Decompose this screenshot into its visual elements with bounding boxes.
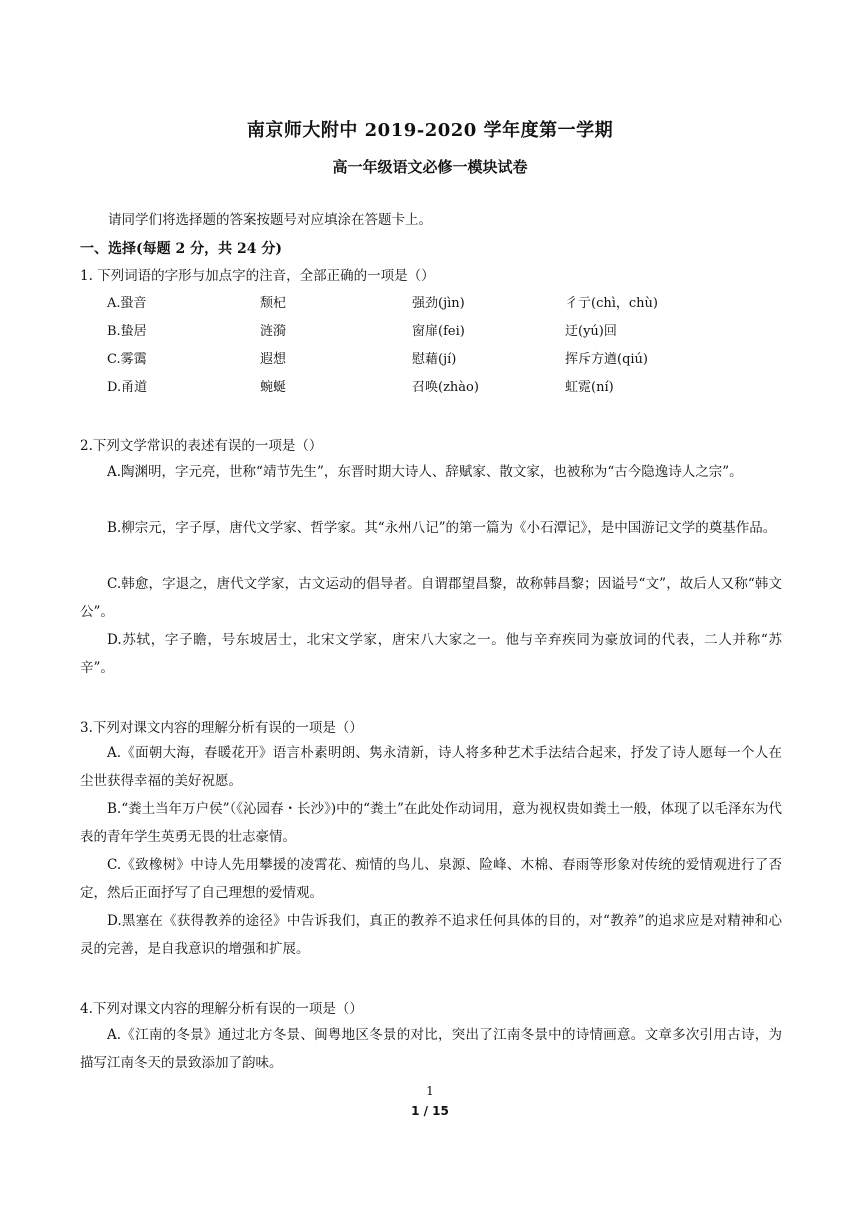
question-2-option-c: C.韩愈，字退之，唐代文学家，古文运动的倡导者。自谓郡望昌黎，故称韩昌黎；因谥号“文”，故后人又称“韩文公”。: [80, 576, 782, 620]
option-cell: 虹霓(ní): [565, 380, 614, 395]
question-2-option-b: B.柳宗元，字子厚，唐代文学家、哲学家。其“永州八记”的第一篇为《小石潭记》，是中国游记文学的奠基作品。: [107, 520, 777, 536]
option-cell: 遐想: [260, 352, 287, 367]
option-cell: 蜿蜒: [260, 380, 287, 395]
question-2-option-a: A.陶渊明，字元亮，世称“靖节先生”，东晋时期大诗人、辞赋家、散文家，也被称为“古今隐逸诗人之宗”。: [107, 464, 743, 480]
option-row-b: [107, 320, 727, 340]
question-3-option-d: D.黑塞在《获得教养的途径》中告诉我们，真正的教养不追求任何具体的目的，对“教养”的追求应是对精神和心灵的完善，是自我意识的增强和扩展。: [80, 913, 782, 957]
option-cell: D.甬道: [107, 380, 148, 395]
option-cell: A.蛩音: [107, 296, 147, 311]
question-3-option-a: A.《面朝大海，春暖花开》语言朴素明朗、隽永清新，诗人将多种艺术手法结合起来，抒发了诗人愿每一个人在尘世获得幸福的美好祝愿。: [80, 745, 782, 789]
option-row-c: [107, 348, 727, 368]
page-subtitle: 高一年级语文必修一模块试卷: [332, 158, 528, 176]
question-2-option-d: D.苏轼，字子瞻，号东坡居士，北宋文学家，唐宋八大家之一。他与辛弃疾同为豪放词的代表，二人并称“苏辛”。: [80, 632, 782, 676]
section-heading: 一、选择(每题 2 分，共 24 分): [80, 241, 282, 257]
option-cell: 彳亍(chì，chù): [565, 296, 658, 311]
page-title: 南京师大附中 2019-2020 学年度第一学期: [246, 120, 614, 141]
question-3-option-c: C.《致橡树》中诗人先用攀援的凌霄花、痴情的鸟儿、泉源、险峰、木棉、春雨等形象对传统的爱情观进行了否定，然后正面抒写了自己理想的爱情观。: [80, 857, 782, 901]
instruction-text: 请同学们将选择题的答案按题号对应填涂在答题卡上。: [108, 212, 432, 228]
option-cell: 强劲(jìn): [412, 296, 465, 311]
option-row-d: [107, 376, 727, 396]
page-number: 1: [426, 1084, 434, 1098]
option-cell: 颓杞: [260, 296, 287, 311]
question-4-option-a: A.《江南的冬景》通过北方冬景、闽粤地区冬景的对比，突出了江南冬景中的诗情画意。文章多次引用古诗，为描写江南冬天的景致添加了韵味。: [80, 1027, 782, 1071]
option-cell: 涟漪: [260, 324, 287, 339]
question-3-stem: 3.下列对课文内容的理解分析有误的一项是（）: [80, 720, 363, 736]
option-cell: 窗扉(fei): [412, 324, 465, 339]
option-cell: C.雾霭: [107, 352, 147, 367]
option-cell: 挥斥方遒(qiú): [565, 352, 648, 367]
question-1-stem: 1. 下列词语的字形与加点字的注音，全部正确的一项是（）: [80, 268, 435, 284]
option-cell: 迂(yú)回: [565, 324, 617, 339]
question-3-option-b: B.“粪土当年万户侯”（《沁园春・长沙》)中的“粪土”在此处作动词用，意为视权贵如粪土一般，体现了以毛泽东为代表的青年学生英勇无畏的壮志豪情。: [80, 801, 782, 845]
page-count: 1 / 15: [411, 1104, 449, 1118]
question-2-stem: 2.下列文学常识的表述有误的一项是（）: [80, 438, 323, 454]
question-4-stem: 4.下列对课文内容的理解分析有误的一项是（）: [80, 1001, 363, 1017]
option-cell: B.蛰居: [107, 324, 147, 339]
option-row-a: [107, 292, 727, 312]
option-cell: 召唤(zhào): [412, 380, 479, 395]
option-cell: 慰藉(jí): [412, 352, 457, 367]
